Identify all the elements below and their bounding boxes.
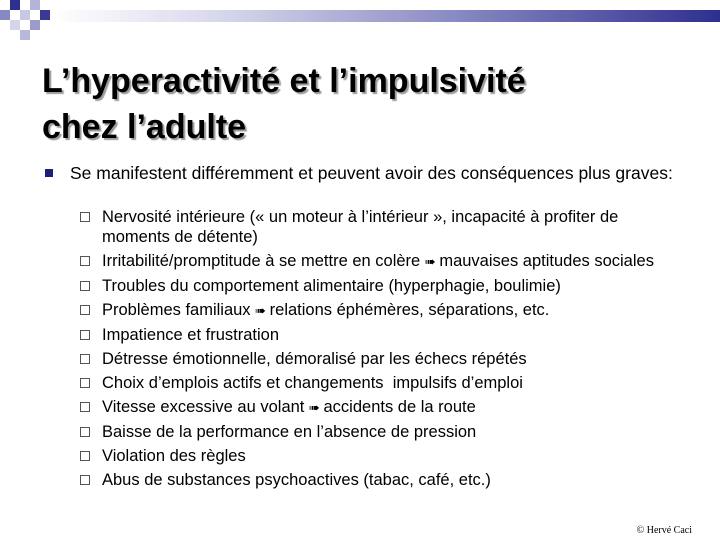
main-bullet — [43, 163, 683, 183]
list-item: Vitesse excessive au volant ➠ accidents de la route — [80, 397, 680, 418]
title-line-2: chez l’adulte — [42, 108, 247, 146]
list-item: Abus de substances psychoactives (tabac, café, etc.) — [80, 470, 680, 490]
list-item: Impatience et frustration — [80, 325, 680, 345]
list-item: Détresse émotionnelle, démoralisé par les échecs répétés — [80, 349, 680, 369]
checkbox-bullet-icon — [80, 212, 90, 222]
list-item: Violation des règles — [80, 446, 680, 466]
checkbox-bullet-icon — [80, 354, 90, 364]
list-item: Irritabilité/promptitude à se mettre en colère ➠ mauvaises aptitudes sociales — [80, 251, 680, 272]
square-bullet-icon — [45, 169, 53, 177]
list-item: Nervosité intérieure (« un moteur à l’intérieur », incapacité à profiter de moments de détente) — [80, 207, 680, 247]
arrow-icon: ➠ — [255, 303, 266, 318]
list-item: Baisse de la performance en l’absence de pression — [80, 422, 680, 442]
copyright-notice: © Hervé Caci — [636, 525, 692, 536]
checkbox-bullet-icon — [80, 475, 90, 485]
title-line-1: L’hyperactivité et l’impulsivité — [42, 62, 526, 100]
checkbox-bullet-icon — [80, 378, 90, 388]
arrow-icon: ➠ — [309, 400, 319, 415]
checkbox-bullet-icon — [80, 402, 90, 412]
checkbox-bullet-icon — [80, 451, 90, 461]
checkbox-bullet-icon — [80, 427, 90, 437]
list-item: Choix d’emplois actifs et changements impulsifs d’emploi — [80, 373, 680, 393]
checkbox-bullet-icon — [80, 281, 90, 291]
slide-title — [42, 58, 526, 150]
list-item: Problèmes familiaux ➠ relations éphémères, séparations, etc. — [80, 300, 680, 321]
header-gradient-bar — [52, 10, 720, 22]
arrow-icon: ➠ — [424, 254, 435, 269]
main-bullet-text: Se manifestent différemment et peuvent avoir des conséquences plus graves: — [70, 163, 673, 183]
checkbox-bullet-icon — [80, 305, 90, 315]
checkbox-bullet-icon — [80, 256, 90, 266]
list-item: Troubles du comportement alimentaire (hyperphagie, boulimie) — [80, 276, 680, 296]
checkbox-bullet-icon — [80, 330, 90, 340]
sub-bullet-list — [80, 207, 680, 494]
corner-decoration — [0, 0, 60, 52]
